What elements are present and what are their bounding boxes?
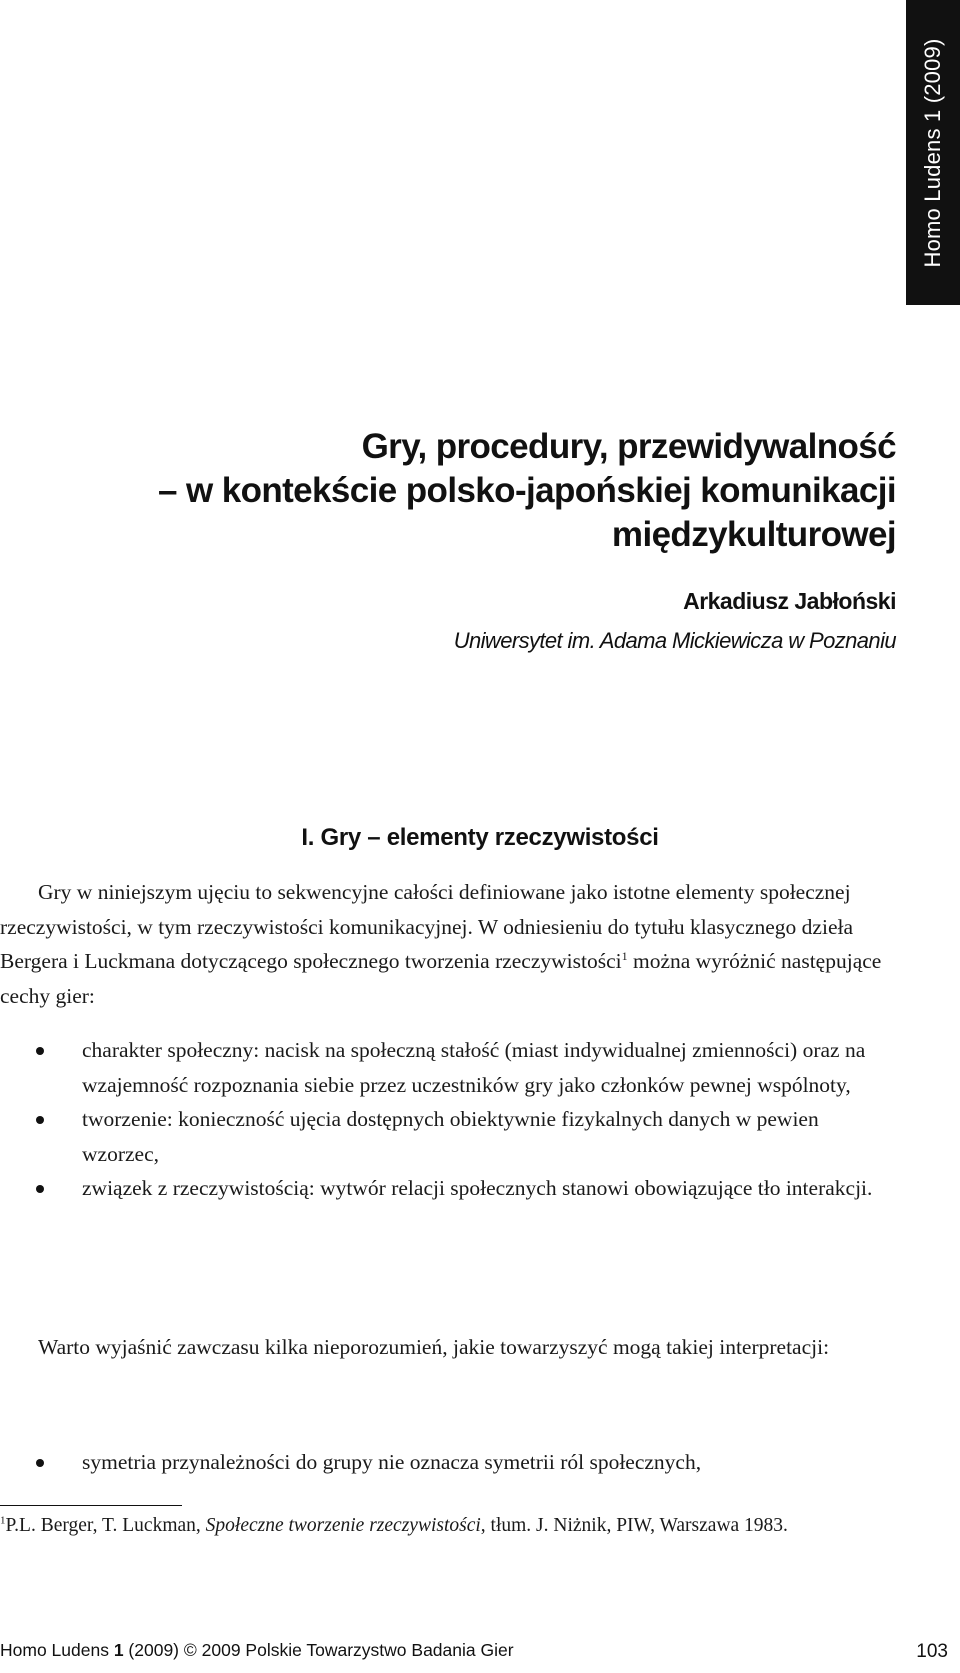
footnote-ref[interactable]: 1 <box>621 948 628 963</box>
author-name: Arkadiusz Jabłoński <box>683 588 896 614</box>
page-footer <box>0 1640 514 1661</box>
footnote-book-title: Społeczne tworzenie rzeczywistości <box>205 1515 481 1536</box>
footer-volume: 1 <box>113 1640 124 1660</box>
paragraph-2 <box>0 1330 897 1365</box>
bullet-icon <box>36 1459 44 1467</box>
footnote-text-before: P.L. Berger, T. Luckman, <box>5 1515 206 1536</box>
list-item-text: związek z rzeczywistością: wytwór relacji społecznych stanowi obowiązujące tło interakcji. <box>82 1176 873 1200</box>
bullet-icon <box>36 1116 44 1124</box>
journal-side-tab <box>906 0 960 305</box>
list-item-text: symetria przynależności do grupy nie oznacza symetrii ról społecznych, <box>82 1450 702 1474</box>
author-affiliation: Uniwersytet im. Adama Mickiewicza w Poznaniu <box>453 628 896 653</box>
page-number: 103 <box>916 1641 948 1662</box>
list-item-text: tworzenie: konieczność ujęcia dostępnych obiektywnie fizykalnych danych w pewien wzorzec, <box>82 1107 819 1166</box>
footnote-text-after: , tłum. J. Niżnik, PIW, Warszawa 1983. <box>480 1515 788 1536</box>
section-heading: I. Gry – elementy rzeczywistości <box>301 824 659 851</box>
list-item <box>0 1102 897 1171</box>
footer-copyright: (2009) © 2009 Polskie Towarzystwo Badania Gier <box>123 1640 514 1660</box>
paragraph-2-text: Warto wyjaśnić zawczasu kilka nieporozumień, jakie towarzyszyć mogą takiej interpretacji: <box>38 1335 830 1359</box>
bullet-icon <box>36 1185 44 1193</box>
misunderstanding-list <box>0 1445 897 1480</box>
title-line-3: międzykulturowej <box>611 515 896 554</box>
paragraph-1-text-a: Gry w niniejszym ujęciu to sekwencyjne całości definiowane jako istotne elementy społecznej rzeczywistości, w tym rzeczywistości komunikacyjnej. W odniesieniu do tytułu klasycznego dzieła Bergera i Luckmana dotyczącego społecznego tworzenia rzeczywistości <box>0 880 853 973</box>
paragraph-1-text-b: można wyróżnić następujące cechy gier: <box>0 949 882 1008</box>
list-item <box>0 1171 897 1206</box>
footnote-number: 1 <box>0 1514 6 1527</box>
bullet-icon <box>36 1047 44 1055</box>
list-item <box>0 1033 897 1102</box>
journal-side-tab-label: Homo Ludens 1 (2009) <box>920 37 945 268</box>
feature-list <box>0 1033 897 1206</box>
footer-journal: Homo Ludens <box>0 1640 114 1660</box>
title-line-2: – w kontekście polsko-japońskiej komunikacji <box>157 471 896 510</box>
list-item-text: charakter społeczny: nacisk na społeczną stałość (miast indywidualnej zmienności) oraz na wzajemność rozpoznania siebie przez uczestników gry jako członków pewnej wspólnoty, <box>82 1038 866 1097</box>
title-line-1: Gry, procedury, przewidywalność <box>361 427 896 466</box>
paragraph-1 <box>0 875 897 1013</box>
article-title <box>76 425 896 557</box>
list-item <box>0 1445 897 1480</box>
footnote <box>0 1515 788 1537</box>
footnote-divider <box>0 1505 182 1506</box>
